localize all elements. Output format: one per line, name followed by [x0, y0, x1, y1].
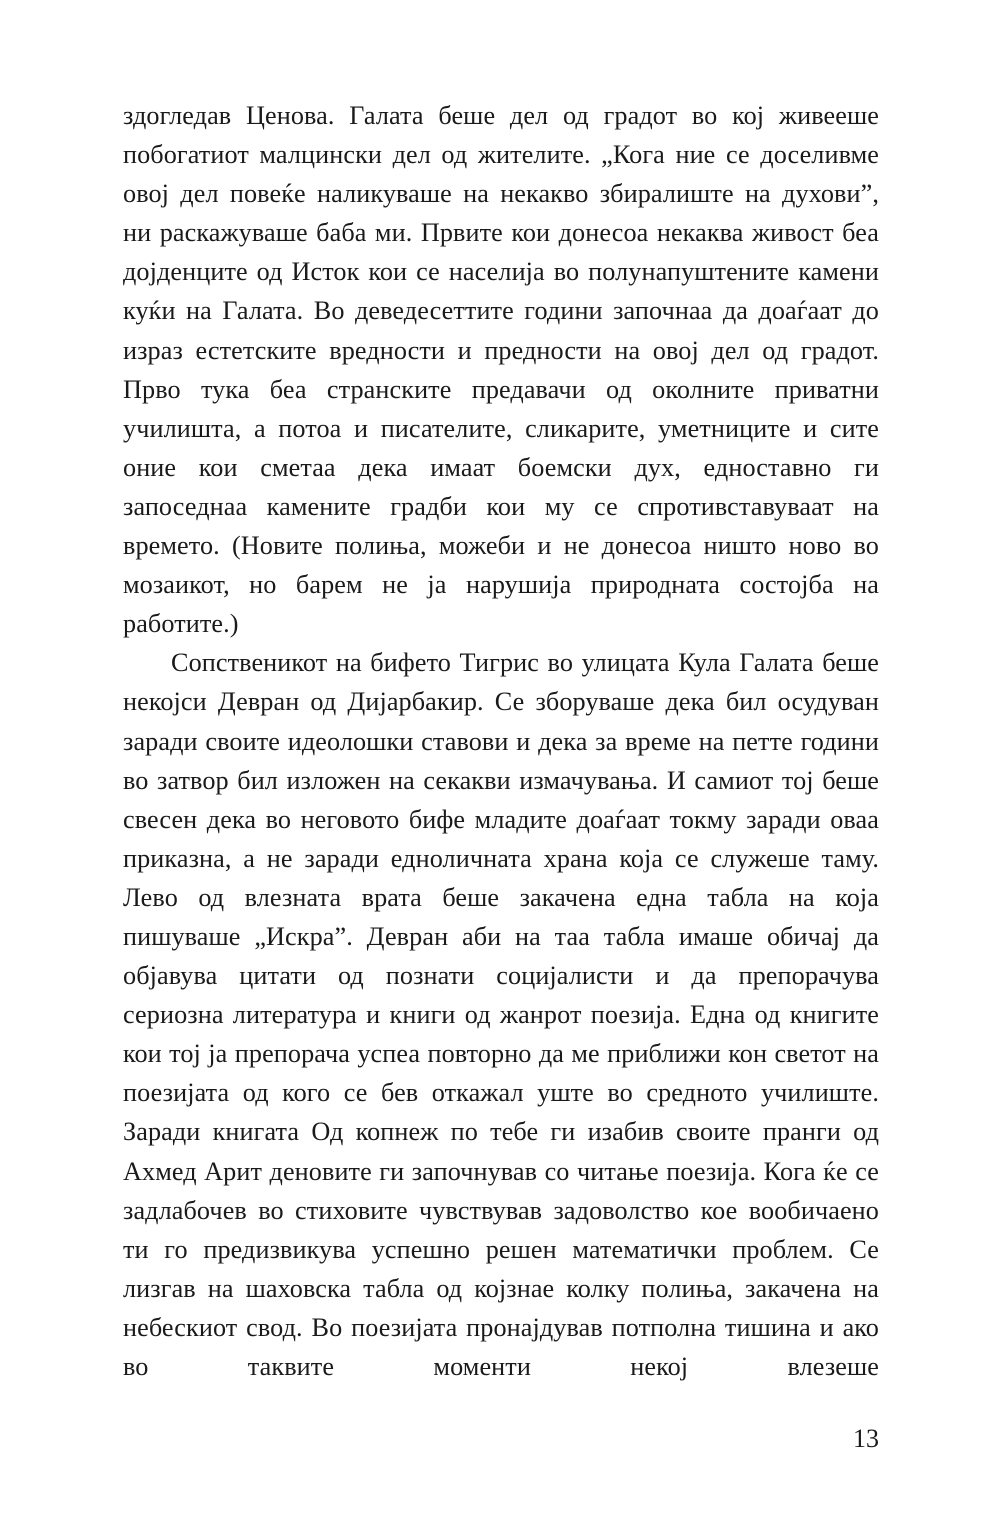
body-paragraph-2: Сопственикот на бифето Тигрис во улицата Кула Галата беше некојси Девран од Дијарбакир. Се зборуваше дека бил осудуван заради своите идеолошки ставови и дека за време на петте години во затвор бил изложен на секакви измачувања. И самиот тој беше свесен дека во неговото бифе младите доаѓаат токму заради оваа приказна, а не заради едноличната храна која се служеше таму. Лево од влезната врата беше закачена една табла на која пишуваше „Искра”. Девран аби на таа табла имаше обичај да објавува цитати од познати социјалисти и да препорачува сериозна литература и книги од жанрот поезија. Една од книгите кои тој ја препорача успеа повторно да ме приближи кон светот на поезијата од кого се бев откажал уште во средното училиште. Заради книгата Од копнеж по тебе ги изабив своите пранги од Ахмед Арит деновите ги започнував со читање поезија. Кога ќе се задлабочев во стиховите чувствував задоволство кое вообичаено ти го предизвикува успешно решен математички проблем. Се лизгав на шаховска табла од којзнае колку полиња, закачена на небескиот свод. Во поезијата пронајдував потполна тишина и ако во таквите моменти некој влезеше: [123, 648, 879, 1381]
page-text-block: [123, 96, 879, 1425]
page-number: 13: [853, 1424, 879, 1453]
body-paragraph-1: здогледав Ценова. Галата беше дел од градот во кој живееше побогатиот малцински дел од жителите. „Кога ние се доселивме овој дел повеќе наликуваше на некакво збиралиште на духови”, ни раскажуваше баба ми. Првите кои донесоа некаква живост беа дојденците од Исток кои се населија во полунапуштените камени куќи на Галата. Во деведесеттите години започнаа да доаѓаат до израз естетските вредности и предности на овој дел од градот. Прво тука беа странските предавачи од околните приватни училишта, а потоа и писателите, сликарите, уметниците и сите оние кои сметаа дека имаат боемски дух, едноставно ги запоседнаа камените градби кои му се спротивставуваат на времето. (Новите полиња, можеби и не донесоа ништо ново во мозаикот, но барем не ја нарушија природната состојба на работите.): [123, 101, 879, 639]
